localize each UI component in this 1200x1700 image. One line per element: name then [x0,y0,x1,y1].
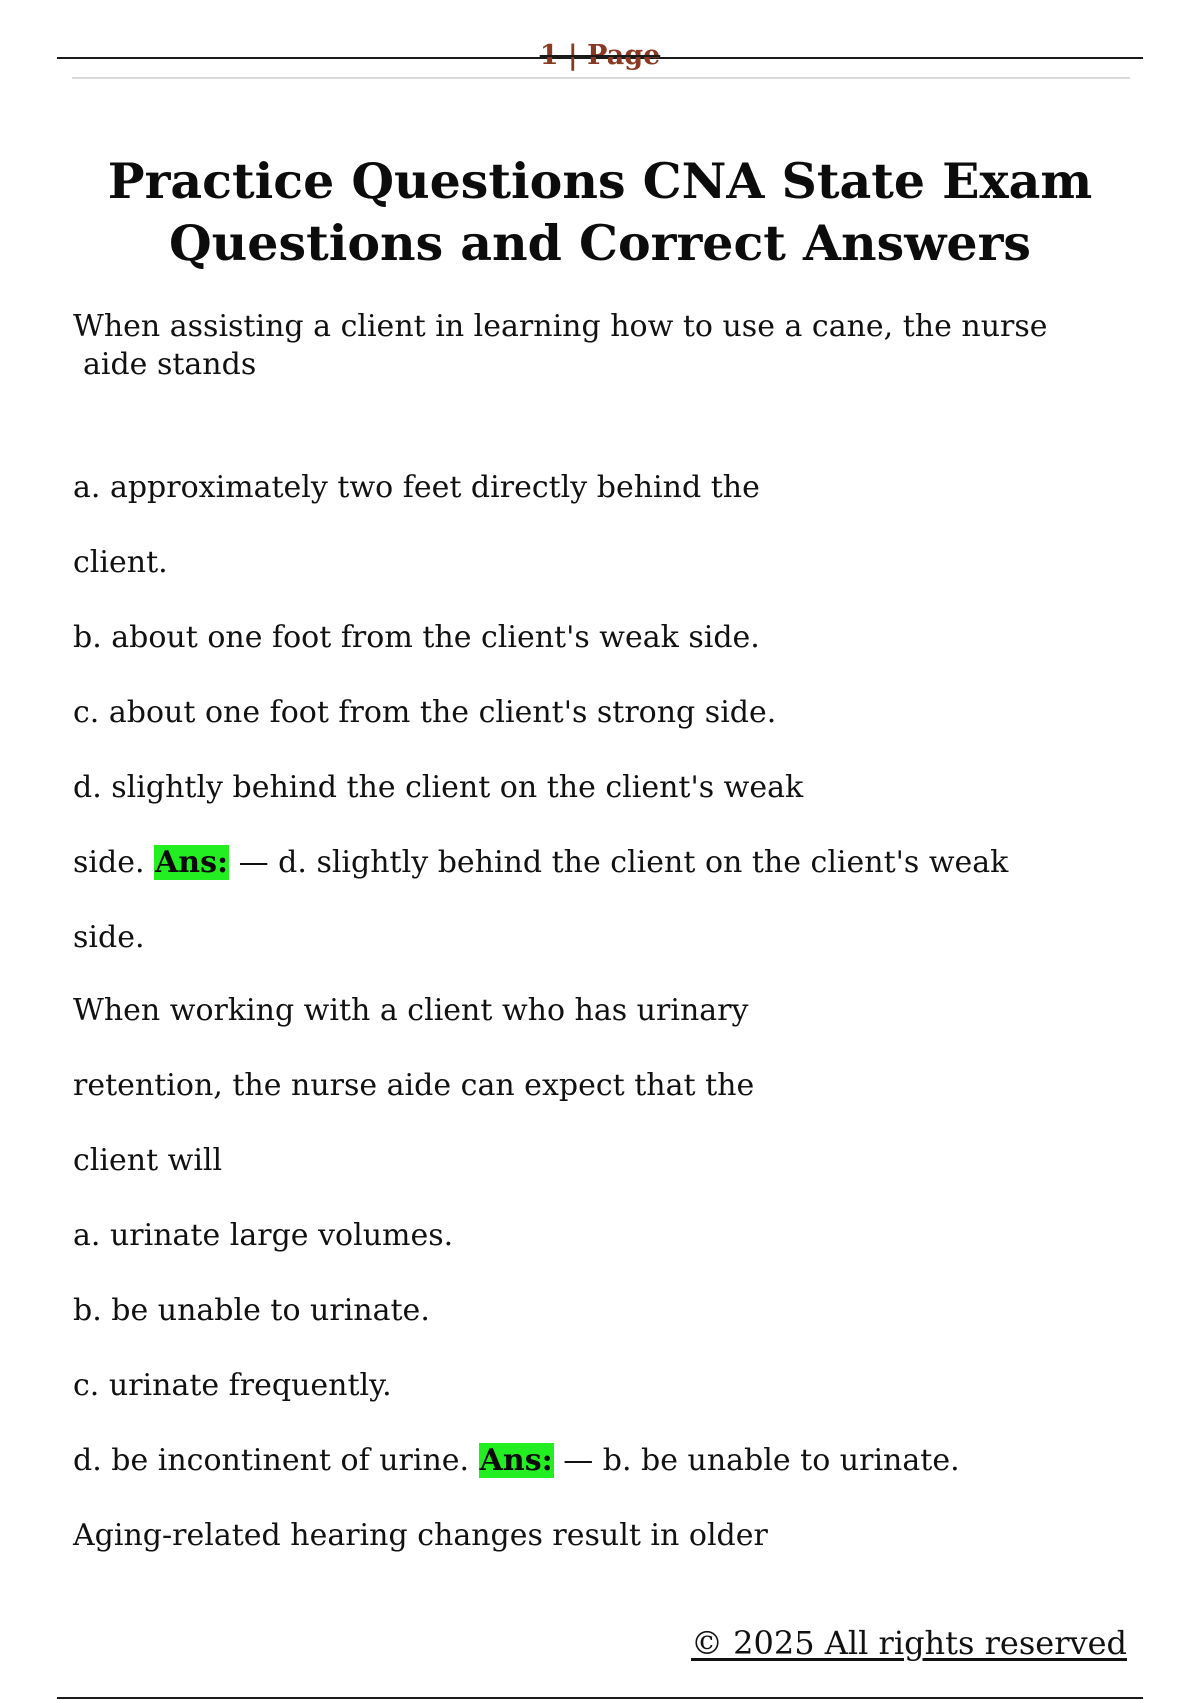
question-3-stem-line-1: Aging-related hearing changes result in older [73,1518,768,1553]
answer-highlight: Ans: [155,845,229,880]
question-2-option-d: d. be incontinent of urine. [73,1443,479,1478]
question-2-answer: — b. be unable to urinate. [553,1443,960,1478]
question-1-answer: — d. slightly behind the client on the client's weak [229,845,1009,880]
document-body [73,308,1143,1591]
question-1-answer-continued: side. [73,920,145,955]
question-1-option-b: b. about one foot from the client's weak side. [73,620,760,655]
question-1-option-d-end: side. [73,845,155,880]
footer-rule [57,1697,1143,1699]
copyright-notice: © 2025 All rights reserved [691,1624,1127,1662]
question-2-option-c: c. urinate frequently. [73,1368,392,1403]
question-1-option-d: d. slightly behind the client on the client's weak [73,770,804,805]
question-1-answer-line [73,843,1143,918]
question-2-stem-line-3: client will [73,1143,223,1178]
header-subrule [72,77,1130,79]
answer-highlight: Ans: [479,1443,553,1478]
question-1-option-a-continued: client. [73,545,168,580]
question-1-option-c: c. about one foot from the client's strong side. [73,695,777,730]
question-2-option-b: b. be unable to urinate. [73,1293,430,1328]
question-1-stem: When assisting a client in learning how to use a cane, the nurse aide stands [73,309,1048,382]
question-2-answer-line [73,1441,1143,1516]
page-number: 1 | Page [539,40,661,71]
document-title: Practice Questions CNA State Exam Questions and Correct Answers [107,152,1093,272]
question-1-option-a: a. approximately two feet directly behind the [73,470,760,505]
question-2-option-a: a. urinate large volumes. [73,1218,454,1253]
question-2-stem-line-1: When working with a client who has urinary [73,993,749,1028]
question-2-stem-line-2: retention, the nurse aide can expect that the [73,1068,755,1103]
